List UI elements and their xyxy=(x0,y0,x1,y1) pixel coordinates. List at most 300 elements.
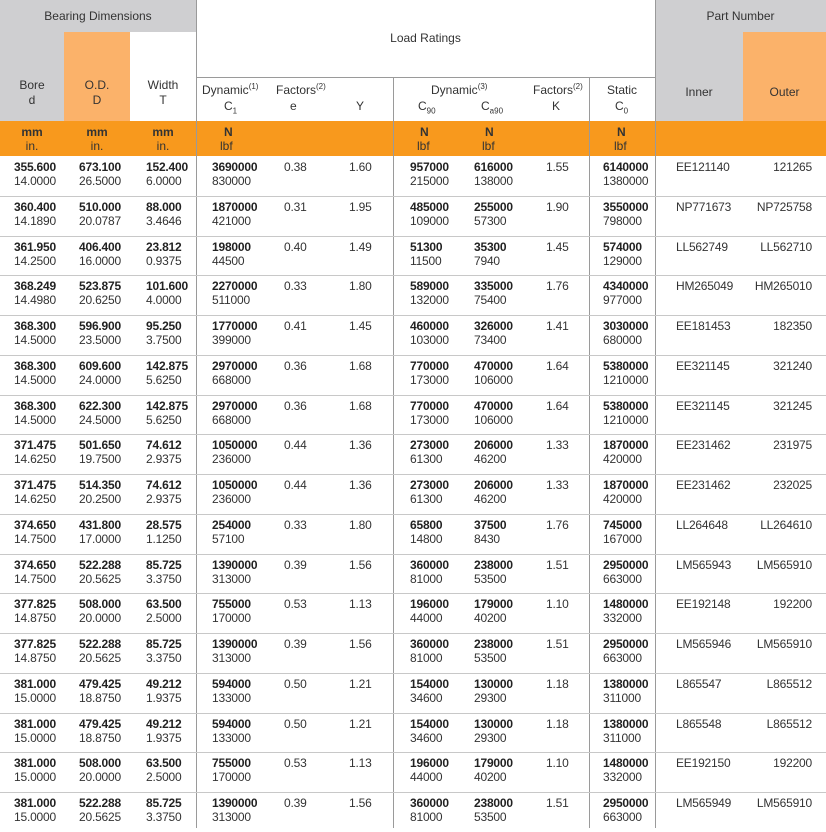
bore-secondary-value: 14.2500 xyxy=(14,253,56,268)
k-cell xyxy=(546,717,569,731)
c90-cell xyxy=(410,796,449,824)
outer-cell xyxy=(773,756,812,770)
c90-cell xyxy=(410,478,449,506)
e-value: 0.39 xyxy=(284,796,307,810)
c1-secondary-value: 511000 xyxy=(212,293,250,308)
outer-value: 232025 xyxy=(773,478,812,492)
k-cell xyxy=(546,478,569,492)
e-value: 0.50 xyxy=(284,716,307,731)
outer-cell xyxy=(760,240,812,254)
outer-cell xyxy=(773,319,812,333)
c1-secondary-value: 830000 xyxy=(212,174,251,188)
c0-secondary-value: 663000 xyxy=(603,651,642,665)
k-cell xyxy=(546,200,569,214)
y-value: 1.36 xyxy=(349,438,372,453)
c0-cell xyxy=(603,240,642,268)
ca90-cell xyxy=(474,677,513,705)
c90-secondary-value: 11500 xyxy=(410,253,442,268)
e-cell xyxy=(284,359,307,373)
c90-secondary-value: 173000 xyxy=(410,372,449,387)
c90-symbol: $C_{90}$ xyxy=(418,99,436,116)
w-secondary-value: 1.1250 xyxy=(146,531,182,546)
bore-primary-value: 368.300 xyxy=(14,319,56,333)
table-row xyxy=(0,315,826,355)
bore-secondary-value: 14.7500 xyxy=(14,571,56,586)
outer-cell xyxy=(757,796,812,810)
factors1-label: Factors$^{(2)}$ xyxy=(276,82,326,97)
inner-value: HM265049 xyxy=(676,279,734,294)
ca90-primary-value: 238000 xyxy=(474,557,513,572)
c0-primary-value: 1380000 xyxy=(603,716,649,731)
outer-value: HM265010 xyxy=(754,279,812,294)
bore-secondary-value: 14.5000 xyxy=(14,412,56,427)
k-value: 1.10 xyxy=(546,597,569,612)
od-header-bg xyxy=(64,32,130,121)
ca90-cell xyxy=(474,359,513,387)
c0-cell xyxy=(603,796,648,824)
inner-cell xyxy=(676,637,731,651)
ca90-primary-value: 255000 xyxy=(474,199,513,214)
bore-primary-value: 374.650 xyxy=(14,557,56,572)
c0-cell xyxy=(603,637,648,665)
c1-cell xyxy=(212,319,257,347)
w-primary-value: 49.212 xyxy=(146,716,182,731)
k-value: 1.51 xyxy=(546,796,569,810)
k-symbol: K xyxy=(552,99,561,113)
ca90-unit-n: N xyxy=(485,125,494,139)
od-primary-value: 596.900 xyxy=(79,319,121,333)
width-symbol: T xyxy=(159,93,167,107)
k-cell xyxy=(546,558,569,572)
w-primary-value: 74.612 xyxy=(146,478,182,492)
ca90-cell xyxy=(474,637,513,665)
c0-secondary-value: 1210000 xyxy=(603,412,649,427)
od-primary-value: 622.300 xyxy=(79,398,121,413)
od-cell xyxy=(79,597,121,625)
outer-cell xyxy=(757,637,812,651)
ca90-cell xyxy=(474,200,513,228)
bore-primary-value: 355.600 xyxy=(14,160,56,174)
w-primary-value: 85.725 xyxy=(146,637,182,651)
bore-secondary-value: 14.4980 xyxy=(14,293,56,308)
w-cell xyxy=(146,279,188,307)
outer-cell xyxy=(773,597,812,611)
ca90-primary-value: 37500 xyxy=(474,517,507,532)
c0-primary-value: 574000 xyxy=(603,239,642,254)
c90-cell xyxy=(410,597,449,625)
w-primary-value: 63.500 xyxy=(146,597,182,612)
c0-primary-value: 4340000 xyxy=(603,279,649,294)
bore-primary-value: 371.475 xyxy=(14,438,56,453)
c90-primary-value: 196000 xyxy=(410,597,449,612)
od-cell xyxy=(79,240,121,268)
c1-secondary-value: 421000 xyxy=(212,213,251,228)
w-secondary-value: 5.6250 xyxy=(146,372,182,387)
inner-value: EE231462 xyxy=(676,478,731,492)
k-value: 1.41 xyxy=(546,319,569,333)
inner-cell xyxy=(676,796,731,810)
bore-cell xyxy=(14,796,56,824)
c90-secondary-value: 44000 xyxy=(410,770,443,785)
bore-secondary-value: 14.1890 xyxy=(14,213,56,228)
c1-primary-value: 755000 xyxy=(212,597,251,612)
c1-unit-lbf: lbf xyxy=(220,139,233,153)
od-secondary-value: 26.5000 xyxy=(79,174,121,188)
c1-cell xyxy=(212,478,257,506)
ca90-cell xyxy=(474,438,513,466)
c90-cell xyxy=(410,717,449,745)
ca90-primary-value: 206000 xyxy=(474,438,513,453)
e-value: 0.41 xyxy=(284,319,307,333)
bore-secondary-value: 14.5000 xyxy=(14,333,56,347)
e-value: 0.33 xyxy=(284,517,307,532)
outer-cell xyxy=(767,717,812,731)
bore-primary-value: 371.475 xyxy=(14,478,56,492)
inner-cell xyxy=(676,319,730,333)
od-cell xyxy=(79,399,121,427)
k-value: 1.33 xyxy=(546,478,569,492)
bore-secondary-value: 14.8750 xyxy=(14,611,56,626)
y-value: 1.68 xyxy=(349,358,372,373)
od-primary-value: 522.288 xyxy=(79,637,121,651)
c90-secondary-value: 34600 xyxy=(410,730,443,745)
ca90-cell xyxy=(474,717,513,745)
ca90-secondary-value: 106000 xyxy=(474,412,513,427)
od-primary-value: 514.350 xyxy=(79,478,121,492)
c1-secondary-value: 236000 xyxy=(212,492,251,506)
e-cell xyxy=(284,160,307,174)
bore-label: Bore xyxy=(19,78,45,92)
y-cell xyxy=(349,319,372,333)
c1-primary-value: 594000 xyxy=(212,676,251,691)
inner-value: EE192148 xyxy=(676,597,731,612)
c90-secondary-value: 173000 xyxy=(410,412,449,427)
k-value: 1.18 xyxy=(546,716,569,731)
c1-cell xyxy=(212,160,257,188)
c1-primary-value: 198000 xyxy=(212,239,251,254)
c1-primary-value: 594000 xyxy=(212,716,251,731)
ca90-cell xyxy=(474,160,513,188)
c1-secondary-value: 399000 xyxy=(212,333,251,347)
c0-secondary-value: 680000 xyxy=(603,333,642,347)
c0-unit-lbf: lbf xyxy=(614,139,627,153)
ca90-secondary-value: 29300 xyxy=(474,730,507,745)
header-divider xyxy=(196,77,655,78)
y-cell xyxy=(349,677,372,691)
table-row xyxy=(0,554,826,594)
c90-primary-value: 770000 xyxy=(410,398,449,413)
ca90-primary-value: 470000 xyxy=(474,358,513,373)
e-cell xyxy=(284,717,307,731)
e-cell xyxy=(284,518,307,532)
w-secondary-value: 3.3750 xyxy=(146,651,182,665)
k-value: 1.64 xyxy=(546,398,569,413)
y-value: 1.68 xyxy=(349,398,372,413)
e-cell xyxy=(284,438,307,452)
c1-cell xyxy=(212,677,251,705)
outer-value: 182350 xyxy=(773,319,812,333)
c0-cell xyxy=(603,558,648,586)
c90-cell xyxy=(410,438,449,466)
k-value: 1.76 xyxy=(546,279,569,294)
bore-cell xyxy=(14,359,56,387)
w-secondary-value: 4.0000 xyxy=(146,293,182,308)
c90-cell xyxy=(410,359,449,387)
c1-cell xyxy=(212,240,251,268)
k-value: 1.51 xyxy=(546,557,569,572)
od-cell xyxy=(79,518,121,546)
outer-cell xyxy=(755,279,812,293)
part-number-title: Part Number xyxy=(706,9,775,23)
bore-unit-in: in. xyxy=(25,139,39,153)
width-unit-in: in. xyxy=(156,139,170,153)
inner-value: LL562749 xyxy=(676,239,728,254)
bore-primary-value: 360.400 xyxy=(14,199,56,214)
inner-cell xyxy=(676,677,721,691)
w-cell xyxy=(146,160,188,188)
bore-cell xyxy=(14,637,56,665)
c90-cell xyxy=(410,319,449,347)
y-value: 1.21 xyxy=(349,676,372,691)
outer-value: L865512 xyxy=(766,676,812,691)
c90-primary-value: 589000 xyxy=(410,279,449,294)
table-row xyxy=(0,713,826,753)
od-secondary-value: 16.0000 xyxy=(79,253,121,268)
ca90-secondary-value: 40200 xyxy=(474,611,507,626)
e-value: 0.31 xyxy=(284,199,307,214)
outer-label: Outer xyxy=(769,85,800,99)
w-cell xyxy=(146,240,182,268)
c1-secondary-value: 313000 xyxy=(212,651,251,665)
od-primary-value: 523.875 xyxy=(79,279,121,294)
od-secondary-value: 20.2500 xyxy=(79,492,121,506)
c1-cell xyxy=(212,518,251,546)
c1-primary-value: 1050000 xyxy=(212,478,258,492)
inner-value: EE121140 xyxy=(676,160,730,174)
c0-cell xyxy=(603,359,648,387)
w-cell xyxy=(146,677,182,705)
bore-cell xyxy=(14,279,56,307)
y-value: 1.95 xyxy=(349,199,372,214)
c1-cell xyxy=(212,200,257,228)
bore-secondary-value: 15.0000 xyxy=(14,730,56,745)
w-secondary-value: 3.3750 xyxy=(146,571,182,586)
c1-secondary-value: 668000 xyxy=(212,372,251,387)
c90-secondary-value: 103000 xyxy=(410,333,449,347)
od-primary-value: 479.425 xyxy=(79,716,121,731)
w-secondary-value: 2.5000 xyxy=(146,611,182,626)
c1-primary-value: 3690000 xyxy=(212,160,258,174)
inner-cell xyxy=(676,279,733,293)
w-secondary-value: 3.4646 xyxy=(146,213,182,228)
bore-secondary-value: 15.0000 xyxy=(14,690,56,705)
c90-secondary-value: 61300 xyxy=(410,452,443,467)
od-secondary-value: 19.7500 xyxy=(79,452,121,467)
e-cell xyxy=(284,399,307,413)
bore-secondary-value: 14.5000 xyxy=(14,372,56,387)
outer-cell xyxy=(760,518,812,532)
w-secondary-value: 2.5000 xyxy=(146,770,182,785)
c0-secondary-value: 798000 xyxy=(603,213,642,228)
od-cell xyxy=(79,478,121,506)
ca90-secondary-value: 53500 xyxy=(474,810,507,824)
bore-secondary-value: 15.0000 xyxy=(14,810,56,824)
e-cell xyxy=(284,558,307,572)
ca90-cell xyxy=(474,399,513,427)
y-cell xyxy=(349,717,372,731)
inner-value: L865547 xyxy=(676,676,722,691)
ca90-primary-value: 35300 xyxy=(474,239,507,254)
outer-value: 192200 xyxy=(773,597,812,612)
inner-value: LM565946 xyxy=(676,637,732,651)
c1-cell xyxy=(212,597,251,625)
od-primary-value: 522.288 xyxy=(79,796,121,810)
y-cell xyxy=(349,518,372,532)
w-secondary-value: 5.6250 xyxy=(146,412,182,427)
w-secondary-value: 0.9375 xyxy=(146,253,182,268)
c0-secondary-value: 1380000 xyxy=(603,174,649,188)
c90-secondary-value: 215000 xyxy=(410,174,449,188)
c90-primary-value: 770000 xyxy=(410,358,449,373)
ca90-secondary-value: 53500 xyxy=(474,651,507,665)
bore-cell xyxy=(14,558,56,586)
ca90-secondary-value: 75400 xyxy=(474,293,507,308)
c1-symbol: $C_1$ xyxy=(224,99,238,116)
outer-value: LM565910 xyxy=(756,796,812,810)
w-primary-value: 101.600 xyxy=(146,279,188,294)
c90-unit-lbf: lbf xyxy=(417,139,430,153)
outer-value: LM565910 xyxy=(756,637,812,651)
k-value: 1.51 xyxy=(546,637,569,651)
bore-primary-value: 377.825 xyxy=(14,637,56,651)
table-row xyxy=(0,434,826,474)
ca90-primary-value: 179000 xyxy=(474,756,513,771)
bore-primary-value: 368.300 xyxy=(14,398,56,413)
c0-cell xyxy=(603,756,648,784)
y-cell xyxy=(349,438,372,452)
bore-secondary-value: 14.6250 xyxy=(14,452,56,467)
w-primary-value: 63.500 xyxy=(146,756,182,771)
c0-secondary-value: 1210000 xyxy=(603,372,649,387)
e-cell xyxy=(284,796,307,810)
bore-cell xyxy=(14,319,56,347)
outer-value: LL562710 xyxy=(760,239,812,254)
c0-secondary-value: 332000 xyxy=(603,770,642,785)
ca90-symbol: $C_{a90}$ xyxy=(481,99,504,116)
outer-value: 321245 xyxy=(773,398,812,413)
y-cell xyxy=(349,279,372,293)
c90-primary-value: 273000 xyxy=(410,438,449,453)
k-cell xyxy=(546,756,569,770)
c90-primary-value: 196000 xyxy=(410,756,449,771)
c0-primary-value: 1870000 xyxy=(603,478,649,492)
ca90-unit-lbf: lbf xyxy=(482,139,495,153)
w-cell xyxy=(146,597,182,625)
e-cell xyxy=(284,279,307,293)
od-secondary-value: 20.0000 xyxy=(79,770,121,785)
bore-unit-mm: mm xyxy=(21,125,43,139)
w-primary-value: 85.725 xyxy=(146,796,182,810)
e-value: 0.36 xyxy=(284,358,307,373)
c1-cell xyxy=(212,438,257,466)
bore-symbol: d xyxy=(28,93,36,107)
k-cell xyxy=(546,359,569,373)
outer-value: 231975 xyxy=(773,438,812,453)
outer-cell xyxy=(773,438,812,452)
outer-value: NP725758 xyxy=(756,199,812,214)
od-cell xyxy=(79,677,121,705)
c90-cell xyxy=(410,756,449,784)
outer-cell xyxy=(767,677,812,691)
c0-primary-value: 3030000 xyxy=(603,319,649,333)
ca90-secondary-value: 73400 xyxy=(474,333,507,347)
y-value: 1.13 xyxy=(349,597,372,612)
c0-primary-value: 5380000 xyxy=(603,398,649,413)
y-value: 1.21 xyxy=(349,716,372,731)
w-cell xyxy=(146,518,182,546)
od-primary-value: 431.800 xyxy=(79,517,121,532)
table-row xyxy=(0,792,826,832)
c0-primary-value: 6140000 xyxy=(603,160,649,174)
c90-secondary-value: 81000 xyxy=(410,651,443,665)
c1-unit-n: N xyxy=(224,125,233,139)
width-label: Width xyxy=(147,78,179,92)
c0-primary-value: 2950000 xyxy=(603,557,649,572)
ca90-primary-value: 470000 xyxy=(474,398,513,413)
inner-cell xyxy=(676,597,730,611)
ca90-secondary-value: 138000 xyxy=(474,174,513,188)
w-primary-value: 142.875 xyxy=(146,358,188,373)
y-value: 1.80 xyxy=(349,517,372,532)
od-label: O.D. xyxy=(84,78,110,92)
w-cell xyxy=(146,756,182,784)
od-cell xyxy=(79,438,121,466)
od-primary-value: 479.425 xyxy=(79,676,121,691)
c90-secondary-value: 14800 xyxy=(410,531,443,546)
y-cell xyxy=(349,597,372,611)
y-value: 1.56 xyxy=(349,637,372,651)
c1-primary-value: 254000 xyxy=(212,517,251,532)
w-cell xyxy=(146,319,182,347)
w-primary-value: 23.812 xyxy=(146,239,182,254)
c1-primary-value: 755000 xyxy=(212,756,251,771)
w-cell xyxy=(146,637,182,665)
y-cell xyxy=(349,478,372,492)
w-primary-value: 142.875 xyxy=(146,398,188,413)
inner-cell xyxy=(676,200,731,214)
c0-primary-value: 745000 xyxy=(603,517,642,532)
header-vline xyxy=(196,0,197,121)
c1-secondary-value: 44500 xyxy=(212,253,245,268)
c0-primary-value: 3550000 xyxy=(603,199,649,214)
bore-cell xyxy=(14,438,56,466)
c0-primary-value: 1480000 xyxy=(603,756,649,771)
c90-secondary-value: 109000 xyxy=(410,213,449,228)
k-value: 1.55 xyxy=(546,160,569,174)
ca90-secondary-value: 46200 xyxy=(474,452,507,467)
y-value: 1.36 xyxy=(349,478,372,492)
e-value: 0.33 xyxy=(284,279,307,294)
c90-secondary-value: 34600 xyxy=(410,690,443,705)
e-cell xyxy=(284,319,307,333)
c0-primary-value: 1480000 xyxy=(603,597,649,612)
bore-primary-value: 361.950 xyxy=(14,239,56,254)
bore-cell xyxy=(14,756,56,784)
c90-secondary-value: 132000 xyxy=(410,293,449,308)
table-row xyxy=(0,236,826,276)
od-primary-value: 609.600 xyxy=(79,358,121,373)
c90-primary-value: 360000 xyxy=(410,637,449,651)
